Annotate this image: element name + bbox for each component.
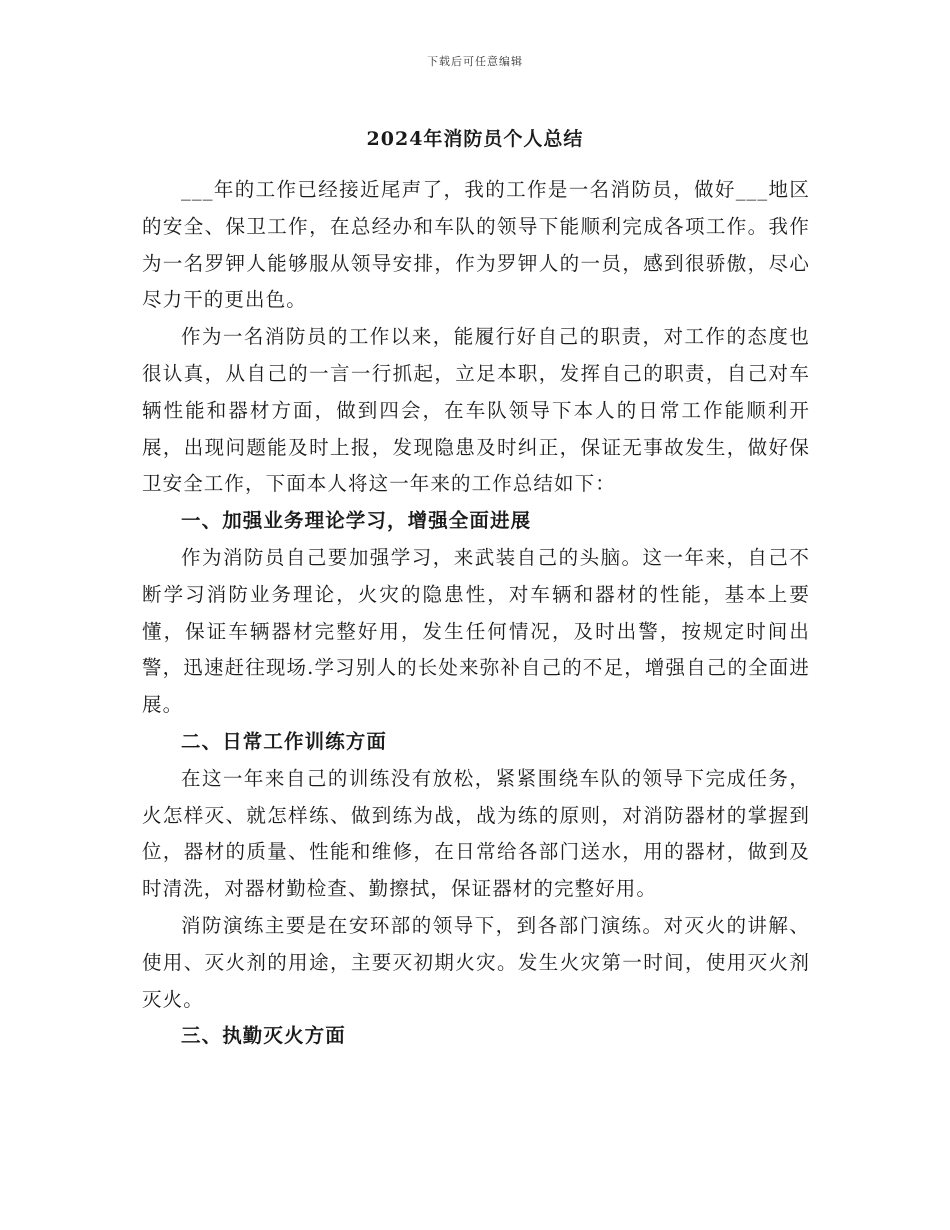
section-heading-1: 一、加强业务理论学习，增强全面进展 xyxy=(181,509,532,533)
section-heading-3: 三、执勤灭火方面 xyxy=(181,1024,346,1048)
paragraph-section-1: 作为消防员自己要加强学习，来武装自己的头脑。这一年来，自己不断学习消防业务理论，火灾的隐患性，对车辆和器材的性能，基本上要懂，保证车辆器材完整好用，发生任何情况，及时出警，按规定时间出警，迅速赶往现场.学习别人的长处来弥补自己的不足，增强自己的全面进展。 xyxy=(142,545,810,717)
paragraph-intro: ___年的工作已经接近尾声了，我的工作是一名消防员，做好___地区的安全、保卫工作，在总经办和车队的领导下能顺利完成各项工作。我作为一名罗钾人能够服从领导安排，作为罗钾人的一员，感到很骄傲，尽心尽力干的更出色。 xyxy=(142,178,810,312)
section-heading-2: 二、日常工作训练方面 xyxy=(181,729,388,753)
document-title: 2024年消防员个人总结 xyxy=(366,128,584,150)
paragraph-section-2b: 消防演练主要是在安环部的领导下，到各部门演练。对灭火的讲解、使用、灭火剂的用途，主要灭初期火灾。发生火灾第一时间，使用灭火剂灭火。 xyxy=(142,913,810,1011)
header-note: 下载后可任意编辑 xyxy=(427,55,523,68)
paragraph-section-2a: 在这一年来自己的训练没有放松，紧紧围绕车队的领导下完成任务，火怎样灭、就怎样练、做到练为战，战为练的原则，对消防器材的掌握到位，器材的质量、性能和维修，在日常给各部门送水，用的器材，做到及时清洗，对器材勤检查、勤擦拭，保证器材的完整好用。 xyxy=(142,766,810,901)
document-body xyxy=(142,172,810,1055)
paragraph-overview: 作为一名消防员的工作以来，能履行好自己的职责，对工作的态度也很认真，从自己的一言一行抓起，立足本职，发挥自己的职责，自己对车辆性能和器材方面，做到四会，在车队领导下本人的日常工作能顺利开展，出现问题能及时上报，发现隐患及时纠正，保证无事故发生，做好保卫安全工作，下面本人将这一年来的工作总结如下： xyxy=(142,325,810,496)
